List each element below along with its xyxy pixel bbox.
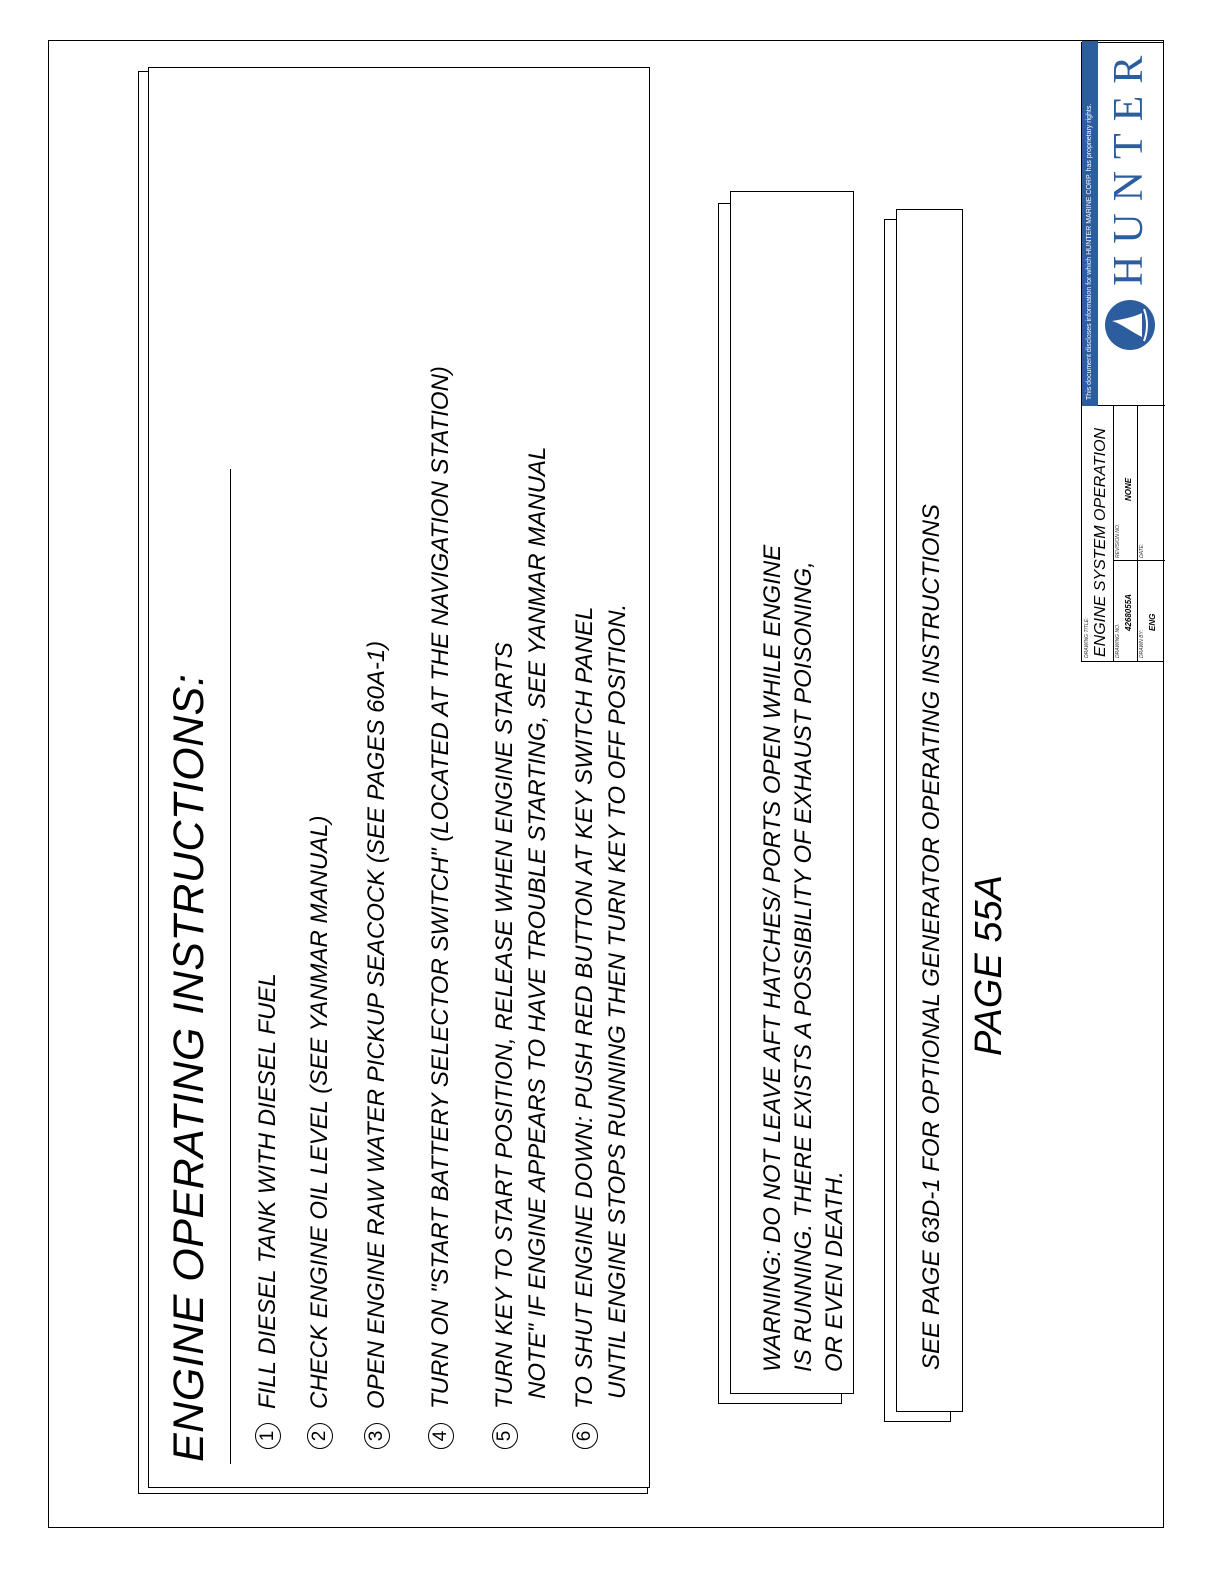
drawn-by-label: DRAWN BY:	[1139, 629, 1145, 658]
drawing-title-label: DRAWING TITLE:	[1084, 617, 1090, 658]
step-text-continued: NOTE" IF ENGINE APPEARS TO HAVE TROUBLE STARTING, SEE YANMAR MANUAL	[524, 446, 551, 1399]
step-number: 2	[307, 1423, 333, 1449]
step-text: FILL DIESEL TANK WITH DIESEL FUEL	[254, 973, 281, 1409]
step-number: 4	[428, 1423, 454, 1449]
title-block	[1081, 42, 1164, 662]
warning-text	[757, 545, 850, 1372]
step-number: 1	[255, 1423, 281, 1449]
step-text: TURN ON "START BATTERY SELECTOR SWITCH" (LOCATED AT THE NAVIGATION STATION)	[427, 366, 454, 1409]
step-5	[492, 447, 550, 1449]
revision-no: NONE	[1124, 477, 1133, 501]
title-block-rule	[1113, 406, 1114, 661]
warning-line: IS RUNNING. THERE EXISTS A POSSIBILITY OF EXHAUST POISONING,	[790, 561, 817, 1372]
step-4	[428, 366, 454, 1449]
page-number: PAGE 55A	[968, 875, 1010, 1056]
step-number: 3	[364, 1423, 390, 1449]
step-text: TURN KEY TO START POSITION, RELEASE WHEN ENGINE STARTS	[491, 642, 518, 1409]
drawing-no-label: DRAWING NO.	[1115, 623, 1121, 658]
warning-line: OR EVEN DEATH.	[821, 1171, 848, 1372]
step-2	[307, 815, 333, 1449]
drawing-no: 4268055A	[1124, 594, 1133, 631]
page-title: ENGINE OPERATING INSTRUCTIONS:	[165, 673, 213, 1462]
step-text: OPEN ENGINE RAW WATER PICKUP SEACOCK (SEE PAGES 60A-1)	[363, 640, 390, 1409]
step-text: TO SHUT ENGINE DOWN: PUSH RED BUTTON AT KEY SWITCH PANEL	[571, 606, 598, 1409]
title-block-divider	[1113, 560, 1165, 561]
step-1	[255, 973, 281, 1449]
generator-note-text: SEE PAGE 63D-1 FOR OPTIONAL GENERATOR OPERATING INSTRUCTIONS	[918, 504, 945, 1370]
drawn-by: ENG	[1148, 613, 1157, 631]
sail-logo-icon	[1104, 299, 1156, 351]
step-3	[364, 641, 390, 1449]
step-text-continued: UNTIL ENGINE STOPS RUNNING THEN TURN KEY TO OFF POSITION.	[604, 603, 631, 1399]
revision-label: REVISION NO.	[1115, 523, 1121, 558]
date-label: DATE:	[1139, 543, 1145, 558]
step-number: 5	[492, 1423, 518, 1449]
logo-wordmark: HUNTER	[1106, 43, 1152, 286]
step-number: 6	[572, 1423, 598, 1449]
hunter-logo	[1100, 43, 1162, 361]
title-block-rule	[1137, 406, 1138, 661]
proprietary-notice: This document discloses information for which HUNTER MARINE CORP. has proprietary rights.	[1082, 41, 1098, 406]
step-6	[572, 604, 630, 1449]
title-underline	[230, 469, 231, 1464]
warning-line: WARNING: DO NOT LEAVE AFT HATCHES/ PORTS OPEN WHILE ENGINE	[759, 544, 786, 1372]
drawing-title: ENGINE SYSTEM OPERATION	[1092, 427, 1109, 657]
step-text: CHECK ENGINE OIL LEVEL (SEE YANMAR MANUAL)	[306, 815, 333, 1409]
